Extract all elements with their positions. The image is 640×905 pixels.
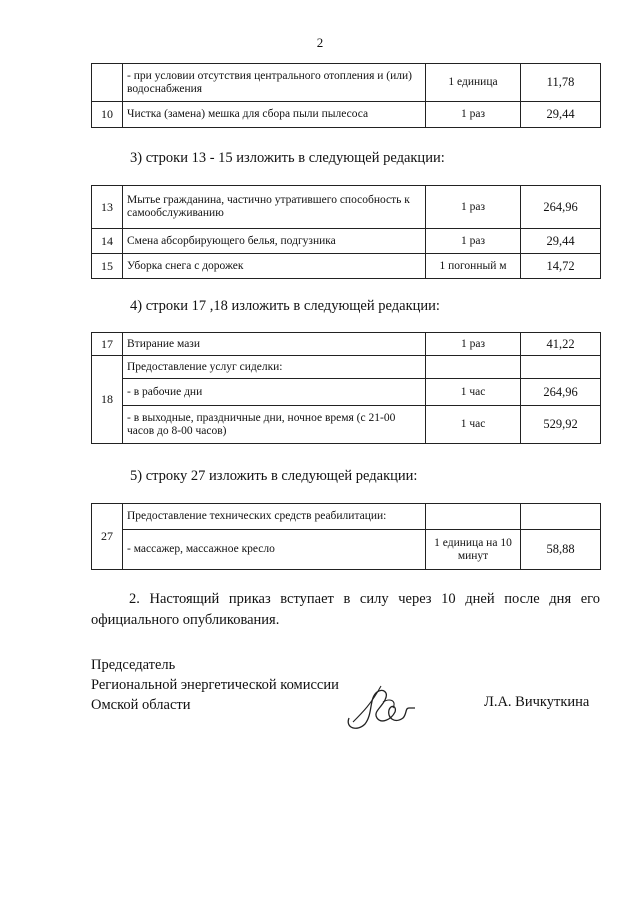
paragraph-line: 2. Настоящий приказ вступает в силу через 10 дней после дня его bbox=[129, 591, 600, 607]
row-number: 14 bbox=[92, 229, 123, 254]
price: 29,44 bbox=[521, 229, 601, 254]
unit: 1 час bbox=[426, 406, 521, 444]
paragraph-line: официального опубликования. bbox=[91, 612, 280, 628]
price: 264,96 bbox=[521, 379, 601, 406]
row-number: 13 bbox=[92, 186, 123, 229]
price: 11,78 bbox=[521, 64, 601, 102]
row-number bbox=[92, 64, 123, 102]
unit: 1 раз bbox=[426, 333, 521, 356]
page-number: 2 bbox=[316, 35, 324, 50]
service-description: Чистка (замена) мешка для сбора пыли пылесоса bbox=[123, 102, 426, 128]
signatory-title-line: Омской области bbox=[91, 697, 191, 713]
table-row bbox=[92, 64, 601, 102]
empty-cell bbox=[521, 356, 601, 379]
row-number: 10 bbox=[92, 102, 123, 128]
table-continuation bbox=[91, 63, 601, 128]
unit: 1 час bbox=[426, 379, 521, 406]
table-rows-13-15 bbox=[91, 185, 601, 279]
handwritten-signature bbox=[343, 678, 423, 736]
service-description: Втирание мази bbox=[123, 333, 426, 356]
service-title: Предоставление услуг сиделки: bbox=[123, 356, 426, 379]
empty-cell bbox=[426, 356, 521, 379]
price: 264,96 bbox=[521, 186, 601, 229]
unit: 1 раз bbox=[426, 102, 521, 128]
service-description: Уборка снега с дорожек bbox=[123, 254, 426, 279]
service-description: Мытье гражданина, частично утратившего способность к самообслуживанию bbox=[123, 186, 426, 229]
unit: 1 единица на 10 минут bbox=[426, 530, 521, 570]
unit: 1 погонный м bbox=[426, 254, 521, 279]
service-description: - массажер, массажное кресло bbox=[123, 530, 426, 570]
paragraph-2 bbox=[91, 589, 600, 631]
empty-cell bbox=[426, 504, 521, 530]
table-row bbox=[92, 504, 601, 530]
signatory-title bbox=[91, 655, 339, 715]
table-row bbox=[92, 254, 601, 279]
row-number: 17 bbox=[92, 333, 123, 356]
unit: 1 раз bbox=[426, 186, 521, 229]
unit: 1 раз bbox=[426, 229, 521, 254]
section-heading-3: 3) строки 13 - 15 изложить в следующей редакции: bbox=[130, 150, 445, 166]
table-rows-17-18 bbox=[91, 332, 601, 444]
service-title: Предоставление технических средств реабилитации: bbox=[123, 504, 426, 530]
table-row bbox=[92, 356, 601, 379]
unit: 1 единица bbox=[426, 64, 521, 102]
table-row bbox=[92, 379, 601, 406]
signatory-name: Л.А. Вичкуткина bbox=[484, 694, 590, 710]
service-description: - в рабочие дни bbox=[123, 379, 426, 406]
table-row bbox=[92, 102, 601, 128]
price: 529,92 bbox=[521, 406, 601, 444]
service-description: - в выходные, праздничные дни, ночное время (с 21-00 часов до 8-00 часов) bbox=[123, 406, 426, 444]
signatory-title-line: Региональной энергетической комиссии bbox=[91, 677, 339, 693]
table-row bbox=[92, 229, 601, 254]
table-row bbox=[92, 530, 601, 570]
section-heading-4: 4) строки 17 ,18 изложить в следующей редакции: bbox=[130, 298, 440, 314]
table-row bbox=[92, 186, 601, 229]
price: 41,22 bbox=[521, 333, 601, 356]
row-number: 27 bbox=[92, 504, 123, 570]
empty-cell bbox=[521, 504, 601, 530]
price: 29,44 bbox=[521, 102, 601, 128]
row-number: 18 bbox=[92, 356, 123, 444]
section-heading-5: 5) строку 27 изложить в следующей редакции: bbox=[130, 468, 418, 484]
table-row bbox=[92, 333, 601, 356]
price: 58,88 bbox=[521, 530, 601, 570]
table-row-27 bbox=[91, 503, 601, 570]
table-row bbox=[92, 406, 601, 444]
service-description: Смена абсорбирующего белья, подгузника bbox=[123, 229, 426, 254]
signatory-title-line: Председатель bbox=[91, 657, 176, 673]
price: 14,72 bbox=[521, 254, 601, 279]
row-number: 15 bbox=[92, 254, 123, 279]
service-description: - при условии отсутствия центрального отопления и (или) водоснабжения bbox=[123, 64, 426, 102]
